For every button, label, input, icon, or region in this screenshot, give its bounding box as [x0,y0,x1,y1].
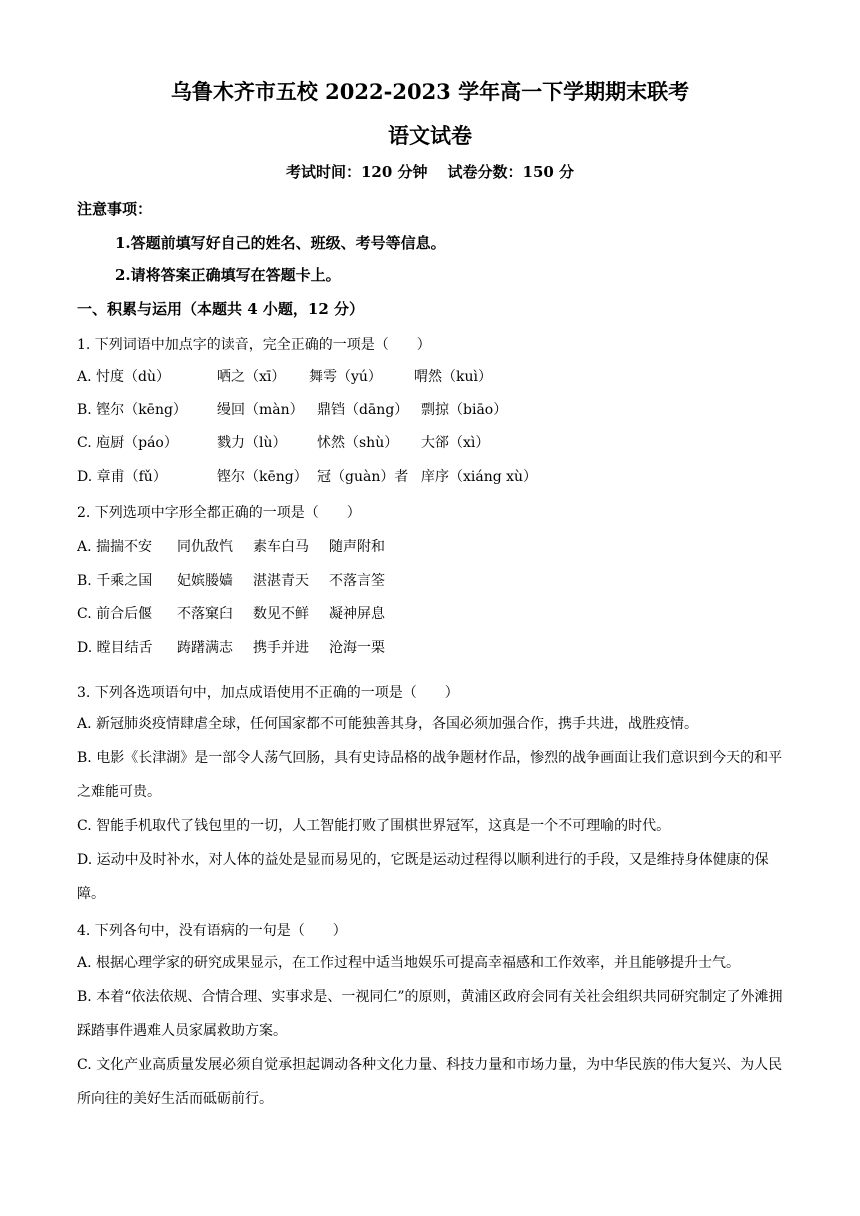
question-option [77,603,385,623]
question-option: A. 新冠肺炎疫情肆虐全球，任何国家都不可能独善其身，各国必须加强合作，携手共进，战胜疫情。 [77,716,699,732]
option-cell: 冠（guàn）者 [317,469,409,485]
question-stem: 3. 下列各选项语句中，加点成语使用不正确的一项是（ ） [77,685,459,701]
option-cell: 喟然（kuì） [414,369,492,385]
question-option: B. 电影《长津湖》是一部令人荡气回肠，具有史诗品格的战争题材作品，惨烈的战争画面让我们意识到今天的和平之难能可贵。 [77,750,783,800]
exam-time: 考试时间：120 分钟 [285,163,428,181]
option-cell: 铿尔（kēng） [217,469,308,485]
option-cell: 湛湛青天 [253,573,309,589]
option-cell: 大郤（xì） [421,435,490,451]
question-stem: 1. 下列词语中加点字的读音，完全正确的一项是（ ） [77,337,431,353]
option-cell: 哂之（xī） [217,369,286,385]
option-cell: 同仇敌忾 [177,539,233,555]
exam-meta [0,161,860,182]
option-cell: 沧海一栗 [329,640,385,656]
exam-title: 乌鲁木齐市五校 2022-2023 学年高一下学期期末联考 [170,79,690,104]
question-option [77,466,537,486]
option-cell: 随声附和 [329,539,385,555]
question-option [77,432,489,452]
option-cell: D. 章甫（fǔ） [77,469,167,485]
option-cell: 舞雩（yú） [309,369,382,385]
option-cell: A. 忖度（dù） [77,369,170,385]
option-cell: 素车白马 [253,539,309,555]
option-cell: A. 揣揣不安 [77,539,153,555]
option-cell: 戮力（lù） [217,435,287,451]
option-cell: C. 前合后偃 [77,606,153,622]
notice-item: 2.请将答案正确填写在答题卡上。 [115,266,341,284]
section-heading: 一、积累与运用（本题共 4 小题，12 分） [77,300,364,318]
question-stem: 2. 下列选项中字形全都正确的一项是（ ） [77,505,361,521]
option-cell: 缦回（màn） [217,402,304,418]
question-option [77,366,492,386]
option-cell: D. 瞠目结舌 [77,640,153,656]
option-cell: C. 庖厨（páo） [77,435,178,451]
option-cell: 鼎铛（dāng） [317,402,409,418]
question-option [77,399,507,419]
option-cell: 怵然（shù） [317,435,399,451]
option-cell: 不落言筌 [329,573,385,589]
exam-score: 试卷分数：150 分 [447,163,575,181]
question-option: A. 根据心理学家的研究成果显示，在工作过程中适当地娱乐可提高幸福感和工作效率，并且能够提升士气。 [77,955,741,971]
notice-heading: 注意事项： [77,200,153,218]
option-cell: 庠序（xiáng xù） [421,469,538,485]
question-option: B. 本着“依法依规、合情合理、实事求是、一视同仁”的原则，黄浦区政府会同有关社会组织共同研究制定了外滩拥踩踏事件遇难人员家属救助方案。 [77,989,783,1039]
question-option [77,570,385,590]
question-option: C. 智能手机取代了钱包里的一切，人工智能打败了围棋世界冠军，这真是一个不可理喻的时代。 [77,818,671,834]
option-cell: 踌躇满志 [177,640,233,656]
option-cell: B. 千乘之国 [77,573,153,589]
option-cell: 携手并进 [253,640,309,656]
question-option [77,536,385,556]
exam-subtitle: 语文试卷 [388,123,472,148]
option-cell: 不落窠臼 [177,606,233,622]
question-stem: 4. 下列各句中，没有语病的一句是（ ） [77,923,347,939]
option-cell: 剽掠（biāo） [421,402,508,418]
option-cell: 凝神屏息 [329,606,385,622]
question-option: D. 运动中及时补水，对人体的益处是显而易见的，它既是运动过程得以顺利进行的手段，又是维持身体健康的保障。 [77,852,769,902]
option-cell: 妃嫔媵嫱 [177,573,233,589]
question-option: C. 文化产业高质量发展必须自觉承担起调动各种文化力量、科技力量和市场力量，为中华民族的伟大复兴、为人民所向往的美好生活而砥砺前行。 [77,1057,783,1107]
notice-item: 1.答题前填写好自己的姓名、班级、考号等信息。 [115,234,446,252]
option-cell: 数见不鲜 [253,606,309,622]
option-cell: B. 铿尔（kēng） [77,402,187,418]
question-option [77,637,385,657]
